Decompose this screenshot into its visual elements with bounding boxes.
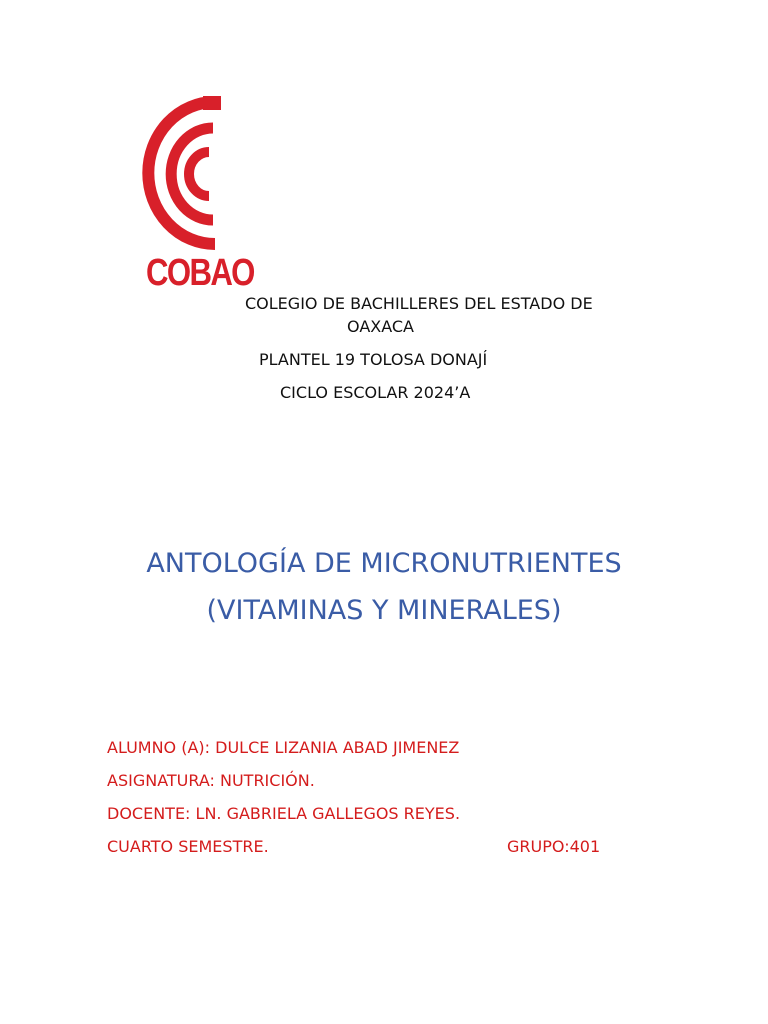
- subject-name: ASIGNATURA: NUTRICIÓN.: [107, 771, 315, 790]
- cobao-c-logo-icon: [141, 92, 241, 257]
- school-name-line1: COLEGIO DE BACHILLERES DEL ESTADO DE: [245, 294, 593, 313]
- document-title-line2: (VITAMINAS Y MINERALES): [206, 595, 562, 626]
- school-name-line2: OAXACA: [347, 317, 414, 336]
- semester: CUARTO SEMESTRE.: [107, 837, 269, 856]
- document-title-line1: ANTOLOGÍA DE MICRONUTRIENTES: [146, 548, 622, 579]
- student-name: ALUMNO (A): DULCE LIZANIA ABAD JIMENEZ: [107, 738, 460, 757]
- campus-name: PLANTEL 19 TOLOSA DONAJÍ: [259, 350, 488, 369]
- teacher-name: DOCENTE: LN. GABRIELA GALLEGOS REYES.: [107, 804, 461, 823]
- school-cycle: CICLO ESCOLAR 2024’A: [280, 383, 471, 402]
- cobao-logo: [141, 92, 254, 306]
- logo-text: COBAO: [146, 252, 254, 294]
- group: GRUPO:401: [507, 837, 601, 856]
